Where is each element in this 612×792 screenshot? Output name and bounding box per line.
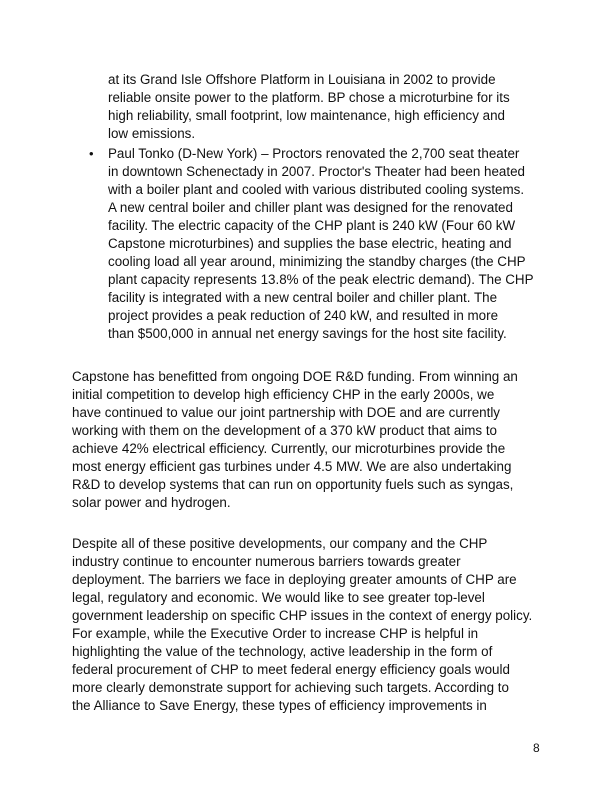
- text-line: achieve 42% electrical efficiency. Currently, our microturbines provide the: [72, 441, 506, 456]
- text-line: with a boiler plant and cooled with various distributed cooling systems.: [108, 182, 525, 197]
- text-line: high reliability, small footprint, low maintenance, high efficiency and: [108, 108, 505, 123]
- text-line: Paul Tonko (D-New York) – Proctors renovated the 2,700 seat theater: [108, 146, 520, 161]
- text-line: deployment. The barriers we face in deploying greater amounts of CHP are: [72, 572, 517, 587]
- text-line: at its Grand Isle Offshore Platform in Louisiana in 2002 to provide: [108, 72, 496, 87]
- text-line: working with them on the development of a 370 kW product that aims to: [72, 423, 498, 438]
- text-line: in downtown Schenectady in 2007. Proctor's Theater had been heated: [108, 164, 525, 179]
- text-line: legal, regulatory and economic. We would like to see greater top-level: [72, 590, 485, 605]
- text-line: Capstone microturbines) and supplies the base electric, heating and: [108, 236, 512, 251]
- text-line: For example, while the Executive Order to increase CHP is helpful in: [72, 626, 479, 641]
- text-line: facility. The electric capacity of the CHP plant is 240 kW (Four 60 kW: [108, 218, 516, 233]
- text-line: government leadership on specific CHP issues in the context of energy policy.: [72, 608, 533, 623]
- text-line: facility is integrated with a new central boiler and chiller plant. The: [108, 290, 498, 305]
- text-line: the Alliance to Save Energy, these types of efficiency improvements in: [72, 698, 487, 713]
- text-line: have continued to value our joint partnership with DOE and are currently: [72, 405, 500, 420]
- text-line: low emissions.: [108, 126, 196, 141]
- bullet-marker: •: [89, 146, 94, 161]
- text-line: project provides a peak reduction of 240 kW, and resulted in more: [108, 308, 499, 323]
- text-line: industry continue to encounter numerous barriers towards greater: [72, 554, 461, 569]
- page-number: 8: [533, 741, 540, 755]
- text-line: cooling load all year around, minimizing the standby charges (the CHP: [108, 254, 526, 269]
- text-line: most energy efficient gas turbines under 4.5 MW. We are also undertaking: [72, 459, 512, 474]
- text-line: more clearly demonstrate support for achieving such targets. According to: [72, 680, 509, 695]
- text-line: R&D to develop systems that can run on opportunity fuels such as syngas,: [72, 477, 514, 492]
- text-line: highlighting the value of the technology, active leadership in the form of: [72, 644, 493, 659]
- text-line: A new central boiler and chiller plant was designed for the renovated: [108, 200, 513, 215]
- text-line: plant capacity represents 13.8% of the peak electric demand). The CHP: [108, 272, 534, 287]
- text-line: solar power and hydrogen.: [72, 495, 231, 510]
- text-line: initial competition to develop high efficiency CHP in the early 2000s, we: [72, 387, 495, 402]
- text-line: reliable onsite power to the platform. BP chose a microturbine for its: [108, 90, 510, 105]
- text-line: than $500,000 in annual net energy savings for the host site facility.: [108, 326, 507, 341]
- text-line: Capstone has benefitted from ongoing DOE R&D funding. From winning an: [72, 369, 518, 384]
- text-line: federal procurement of CHP to meet federal energy efficiency goals would: [72, 662, 510, 677]
- text-line: Despite all of these positive developments, our company and the CHP: [72, 536, 488, 551]
